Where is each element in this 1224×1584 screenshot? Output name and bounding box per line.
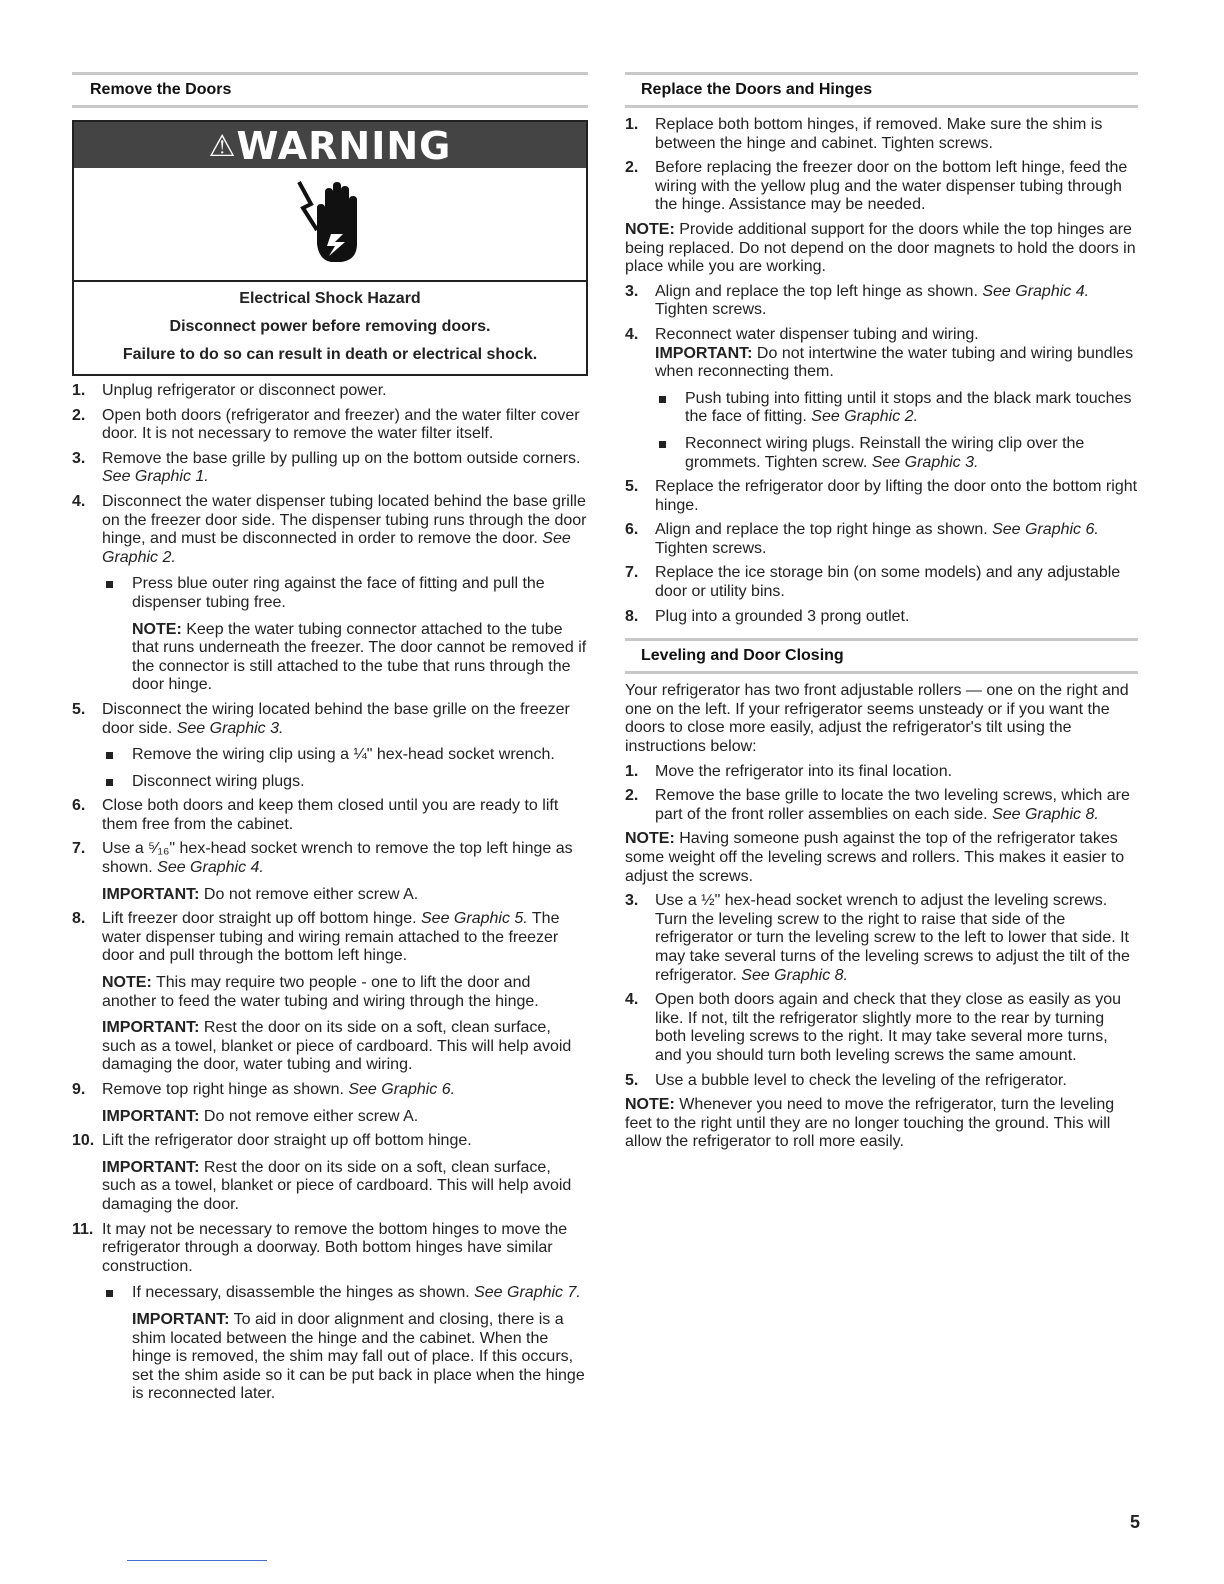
list-item: 3. Align and replace the top left hinge as shown. See Graphic 4. Tighten screws. — [625, 282, 1090, 319]
warning-text — [74, 282, 586, 374]
list-item: 4. Open both doors again and check that they close as easily as you like. If not, tilt the refrigerator slightly more to the rear by turning both leveling screws to the right. It may take several more turns, and you should turn both leveling screws the same amount. — [625, 991, 1122, 1064]
bullet-item: Reconnect wiring plugs. Reinstall the wiring clip over the grommets. Tighten screw. See Graphic 3. — [655, 435, 1138, 472]
important-note: IMPORTANT: To aid in door alignment and closing, there is a shim located between the hinge and the cabinet. When the hinge is removed, the shim may fall out of place. If this occurs, set the shim aside so it can be put back in place when the hinge is reconnected later. — [132, 1310, 585, 1403]
replace-doors-steps-cont — [625, 283, 1138, 627]
right-column — [625, 72, 1138, 1158]
list-item: 2. Remove the base grille to locate the two leveling screws, which are part of the front roller assemblies on each side. See Graphic 8. — [625, 787, 1130, 823]
list-item: 7. Use a ⁵⁄₁₆" hex-head socket wrench to remove the top left hinge as shown. See Graphic 4. IMPORTANT: Do not remove either screw A. — [72, 840, 588, 904]
list-item: 1. Unplug refrigerator or disconnect power. — [72, 382, 387, 399]
list-item: 5. Use a bubble level to check the leveling of the refrigerator. — [625, 1071, 1067, 1089]
list-item: 2. Before replacing the freezer door on the bottom left hinge, feed the wiring with the yellow plug and the water dispenser tubing through the hinge. Assistance may be needed. — [625, 159, 1128, 214]
important-note: IMPORTANT: Do not remove either screw A. — [102, 1107, 419, 1125]
list-item: 4. Disconnect the water dispenser tubing located behind the base grille on the freezer door side. The dispenser tubing runs through the door hinge, and must be disconnected in order to remove the door. See Graphic 2. Press blue outer ring against the face of fitting and pull the dispenser tubing free. NOTE: Keep the water tubing connector attached to the tube that runs underneath the freezer. The door cannot be removed if the connector is still attached to the tube that runs through the door hinge. — [72, 492, 587, 694]
list-item: 5. Replace the refrigerator door by lifting the door onto the bottom right hinge. — [625, 478, 1138, 514]
list-item: 2. Open both doors (refrigerator and freezer) and the water filter cover door. It is not necessary to remove the water filter itself. — [72, 406, 580, 443]
list-item: 8. Plug into a grounded 3 prong outlet. — [625, 607, 910, 625]
leveling-intro: Your refrigerator has two front adjustable rollers — one on the right and one on the left. If your refrigerator seems unsteady or if you want the doors to close more easily, adjust the refrigerator's tilt using the instructions below: — [625, 682, 1129, 756]
note: NOTE: This may require two people - one to lift the door and another to feed the water tubing and wiring through the hinge. — [102, 974, 539, 1010]
left-column — [72, 72, 588, 1410]
electric-shock-hand-icon — [74, 168, 586, 282]
list-item: 8. Lift freezer door straight up off bottom hinge. See Graphic 5. The water dispenser tubing and wiring remain attached to the freezer door and pull through the bottom left hinge. NOTE: This may require two people - one to lift the door and another to feed the water tubing and wiring through the hinge. IMPORTANT: Rest the door on its side on a soft, clean surface, such as a towel, blanket or piece of cardboard. This will help avoid damaging the door, water tubing and wiring. — [72, 910, 588, 1075]
note: NOTE: Having someone push against the top of the refrigerator takes some weight off the leveling screws and rollers. This makes it easier to adjust the screws. — [625, 830, 1125, 885]
warning-title: WARNING — [236, 124, 452, 168]
important-note: IMPORTANT: Rest the door on its side on a soft, clean surface, such as a towel, blanket or piece of cardboard. This will help avoid damaging the door. — [102, 1158, 572, 1213]
bullet-item: If necessary, disassemble the hinges as shown. See Graphic 7. IMPORTANT: To aid in door alignment and closing, there is a shim located between the hinge and the cabinet. When the hinge is removed, the shim may fall out of place. If this occurs, set the shim aside so it can be put back in place when the hinge is reconnected later. — [102, 1284, 588, 1404]
leveling-steps-cont — [625, 892, 1138, 1090]
bullet-item: Disconnect wiring plugs. — [102, 773, 588, 792]
list-item: 11. It may not be necessary to remove the bottom hinges to move the refrigerator through a doorway. Both bottom hinges have similar construction. If necessary, disassemble the hinges as shown. See Graphic 7. IMPORTANT: To aid in door alignment and closing, there is a shim located between the hinge and the cabinet. When the hinge is removed, the shim may fall out of place. If this occurs, set the shim aside so it can be put back in place when the hinge is reconnected later. — [72, 1221, 588, 1404]
list-item: 4. Reconnect water dispenser tubing and wiring. IMPORTANT: Do not intertwine the water tubing and wiring bundles when reconnecting them. Push tubing into fitting until it stops and the black mark touches the face of fitting. See Graphic 2. Reconnect wiring plugs. Reinstall the wiring clip over the grommets. Tighten screw. See Graphic 3. — [625, 326, 1138, 472]
section-heading-replace-doors: Replace the Doors and Hinges — [625, 72, 1138, 108]
note: NOTE: Provide additional support for the doors while the top hinges are being replaced. Do not depend on the door magnets to hold the doors in place while you are working. — [625, 220, 1136, 276]
warning-line-1: Disconnect power before removing doors. — [169, 318, 491, 335]
note: NOTE: Whenever you need to move the refrigerator, turn the leveling feet to the right until they are no longer touching the ground. This will allow the refrigerator to roll more easily. — [625, 1096, 1115, 1151]
important-note: IMPORTANT: Rest the door on its side on a soft, clean surface, such as a towel, blanket or piece of cardboard. This will help avoid damaging the door, water tubing and wiring. — [102, 1019, 572, 1074]
list-item: 6. Align and replace the top right hinge as shown. See Graphic 6. Tighten screws. — [625, 521, 1099, 557]
remove-doors-steps — [72, 382, 588, 1404]
list-item: 5. Disconnect the wiring located behind the base grille on the freezer door side. See Graphic 3. Remove the wiring clip using a ¼" hex-head socket wrench. Disconnect wiring plugs. — [72, 701, 588, 791]
list-item: 10. Lift the refrigerator door straight up off bottom hinge. IMPORTANT: Rest the door on its side on a soft, clean surface, such as a towel, blanket or piece of cardboard. This will help avoid damaging the door. — [72, 1132, 588, 1214]
replace-doors-steps — [625, 116, 1138, 215]
section-heading-leveling: Leveling and Door Closing — [625, 638, 1138, 674]
warning-box — [72, 120, 588, 376]
leveling-steps — [625, 763, 1138, 825]
warning-triangle-icon: ⚠ — [208, 129, 237, 164]
warning-hazard: Electrical Shock Hazard — [239, 290, 421, 307]
list-item: 9. Remove top right hinge as shown. See Graphic 6. IMPORTANT: Do not remove either screw A. — [72, 1081, 588, 1126]
list-item: 3. Remove the base grille by pulling up on the bottom outside corners. See Graphic 1. — [72, 449, 581, 486]
list-item: 1. Replace both bottom hinges, if removed. Make sure the shim is between the hinge and cabinet. Tighten screws. — [625, 116, 1103, 152]
bullet-item: Remove the wiring clip using a ¼" hex-head socket wrench. — [102, 746, 588, 765]
bullet-item: Press blue outer ring against the face of fitting and pull the dispenser tubing free. NOTE: Keep the water tubing connector attached to the tube that runs underneath the freezer. The door cannot be removed if the connector is still attached to the tube that runs through the door hinge. — [102, 575, 588, 695]
list-item: 1. Move the refrigerator into its final location. — [625, 762, 953, 780]
footer-divider — [127, 1560, 267, 1561]
important-note: IMPORTANT: Do not intertwine the water tubing and wiring bundles when reconnecting them. — [655, 344, 1134, 381]
bullet-item: Push tubing into fitting until it stops and the black mark touches the face of fitting. See Graphic 2. — [655, 390, 1138, 427]
list-item: 6. Close both doors and keep them closed until you are ready to lift them free from the cabinet. — [72, 797, 559, 833]
warning-title-bar — [74, 122, 586, 168]
warning-line-2: Failure to do so can result in death or electrical shock. — [122, 346, 538, 363]
page-number: 5 — [1129, 1512, 1140, 1532]
note: NOTE: Keep the water tubing connector attached to the tube that runs underneath the freezer. The door cannot be removed if the connector is still attached to the tube that runs through the door hinge. — [132, 620, 587, 694]
list-item: 3. Use a ½" hex-head socket wrench to adjust the leveling screws. Turn the leveling screw to the right to raise that side of the refrigerator or turn the leveling screw to the left to lower that side. It may take several turns of the leveling screws to adjust the tilt of the refrigerator. See Graphic 8. — [625, 892, 1130, 984]
list-item: 7. Replace the ice storage bin (on some models) and any adjustable door or utility bins. — [625, 564, 1121, 601]
important-note: IMPORTANT: Do not remove either screw A. — [102, 885, 419, 903]
section-heading-remove-doors: Remove the Doors — [72, 72, 588, 108]
